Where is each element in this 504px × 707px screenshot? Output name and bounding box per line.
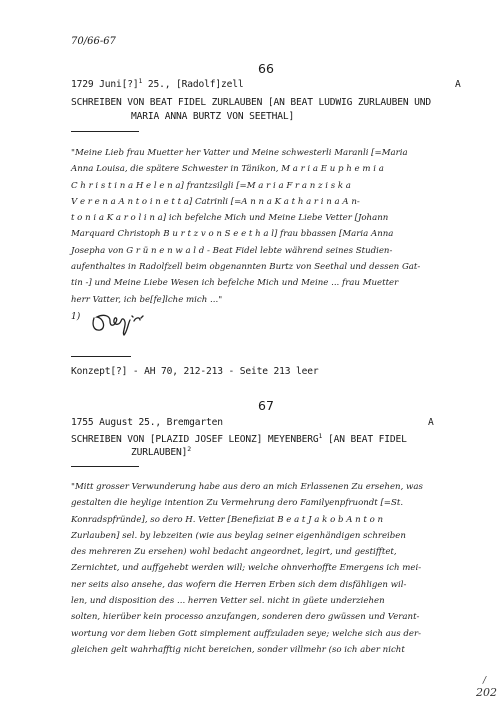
entry-title-line-2 [131, 444, 192, 458]
divider [71, 356, 131, 357]
quote-line: solten, hierüber kein processo anzufangen, sonderen dero gwüssen und Verant- [71, 612, 420, 623]
entry-title-line-1: SCHREIBEN VON BEAT FIDEL ZURLAUBEN [AN BEAT LUDWIG ZURLAUBEN UND [71, 97, 432, 108]
entry-date-line [71, 76, 244, 90]
entry-date: 1729 Juni[?] [71, 79, 139, 90]
entry-title-line-1 [71, 431, 407, 445]
quote-line: Anna Louisa, die spätere Schwester in Tänikon, M a r i a E u p h e m i a [71, 164, 384, 175]
quote-block [71, 479, 423, 658]
title-text: ZURLAUBEN] [131, 447, 188, 458]
footnote-marker: 1) [71, 312, 81, 322]
quote-line: "Meine Lieb frau Muetter her Vatter und Meine schwesterli Maranli [=Maria [71, 148, 408, 158]
quote-line: Marquard Christoph B u r t z v o n S e e t h a l] frau bbassen [Maria Anna [71, 229, 394, 240]
entry-grade: A [428, 417, 434, 428]
footnote-ref: 1 [318, 431, 323, 440]
entry-place: 25., [Radolf]zell [142, 79, 244, 90]
footnote-ref: 2 [187, 444, 192, 453]
quote-line: Konradspfründe], so dero H. Vetter [Benefiziat B e a t J a k o b A n t o n [71, 514, 384, 525]
quote-line: des mehreren Zu ersehen) wohl bedacht angeordnet, legirt, und gestifftet, [71, 547, 397, 558]
page-tick: / [483, 676, 487, 686]
quote-block [71, 145, 420, 308]
quote-line: herr Vatter, ich be[fe]lche mich ..." [71, 294, 223, 305]
quote-line: ner seits also ansehe, das wofern die Herren Erben sich dem disfähligen wil- [71, 579, 407, 590]
quote-line: V e r e n a A n t o i n e t t a] Catrinli [=A n n a K a t h a r i n a A n- [71, 196, 360, 207]
entry-number: 67 [258, 398, 274, 413]
entry-title-line-2: MARIA ANNA BURTZ VON SEETHAL] [131, 111, 295, 122]
footnote-ref: 1 [138, 76, 143, 85]
entry-date-line: 1755 August 25., Bremgarten [71, 417, 223, 428]
quote-line: gleichen gelt wahrhafftig nicht bereichen, sonder villmehr (so ich aber nicht [71, 644, 405, 655]
page-stamp: 202 [476, 686, 497, 699]
quote-line: Zernichtet, und auffgehebt werden will; welche ohnverhoffte Emergens ich mei- [71, 563, 422, 574]
archive-reference: 70/66-67 [71, 36, 116, 47]
divider [71, 131, 139, 132]
quote-line: len, und disposition des ... herren Vetter sel. nicht in güete underziehen [71, 596, 385, 607]
quote-line: Josepha von G r ü n e n w a l d - Beat Fidel lebte während seines Studien- [71, 245, 393, 256]
entry-number: 66 [258, 61, 274, 76]
quote-line: Zurlauben] sel. by lebzeiten (wie aus beylag seiner eigenhändigen schreiben [71, 530, 406, 541]
title-text: SCHREIBEN VON [PLAZID JOSEF LEONZ] MEYENBERG [71, 434, 319, 445]
quote-line: wortung vor dem lieben Gott simplement auffzuladen seye; welche sich aus der- [71, 628, 422, 639]
divider [71, 466, 139, 467]
quote-line: "Mitt grosser Verwunderung habe aus dero an mich Erlassenen Zu ersehen, was [71, 482, 423, 492]
entry-grade: A [455, 79, 461, 90]
quote-line: tin -] und Meine Liebe Wesen ich befelche Mich und Meine ... frau Muetter [71, 278, 399, 289]
entry-source: Konzept[?] - AH 70, 212-213 - Seite 213 leer [71, 366, 319, 377]
title-text: [AN BEAT FIDEL [322, 434, 407, 445]
quote-line: t o n i a K a r o l i n a] ich befelche Mich und Meine Liebe Vetter [Johann [71, 213, 389, 224]
quote-line: gestalten die heylige intention Zu Vermehrung dero Familyenpfruondt [=St. [71, 498, 404, 509]
quote-line: C h r i s t i n a H e l e n a] frantzsilgli [=M a r i a F r a n z i s k a [71, 180, 351, 191]
quote-line: aufenthaltes in Radolfzell beim obgenannten Burtz von Seethal und dessen Gat- [71, 262, 421, 273]
signature-image [88, 306, 150, 336]
